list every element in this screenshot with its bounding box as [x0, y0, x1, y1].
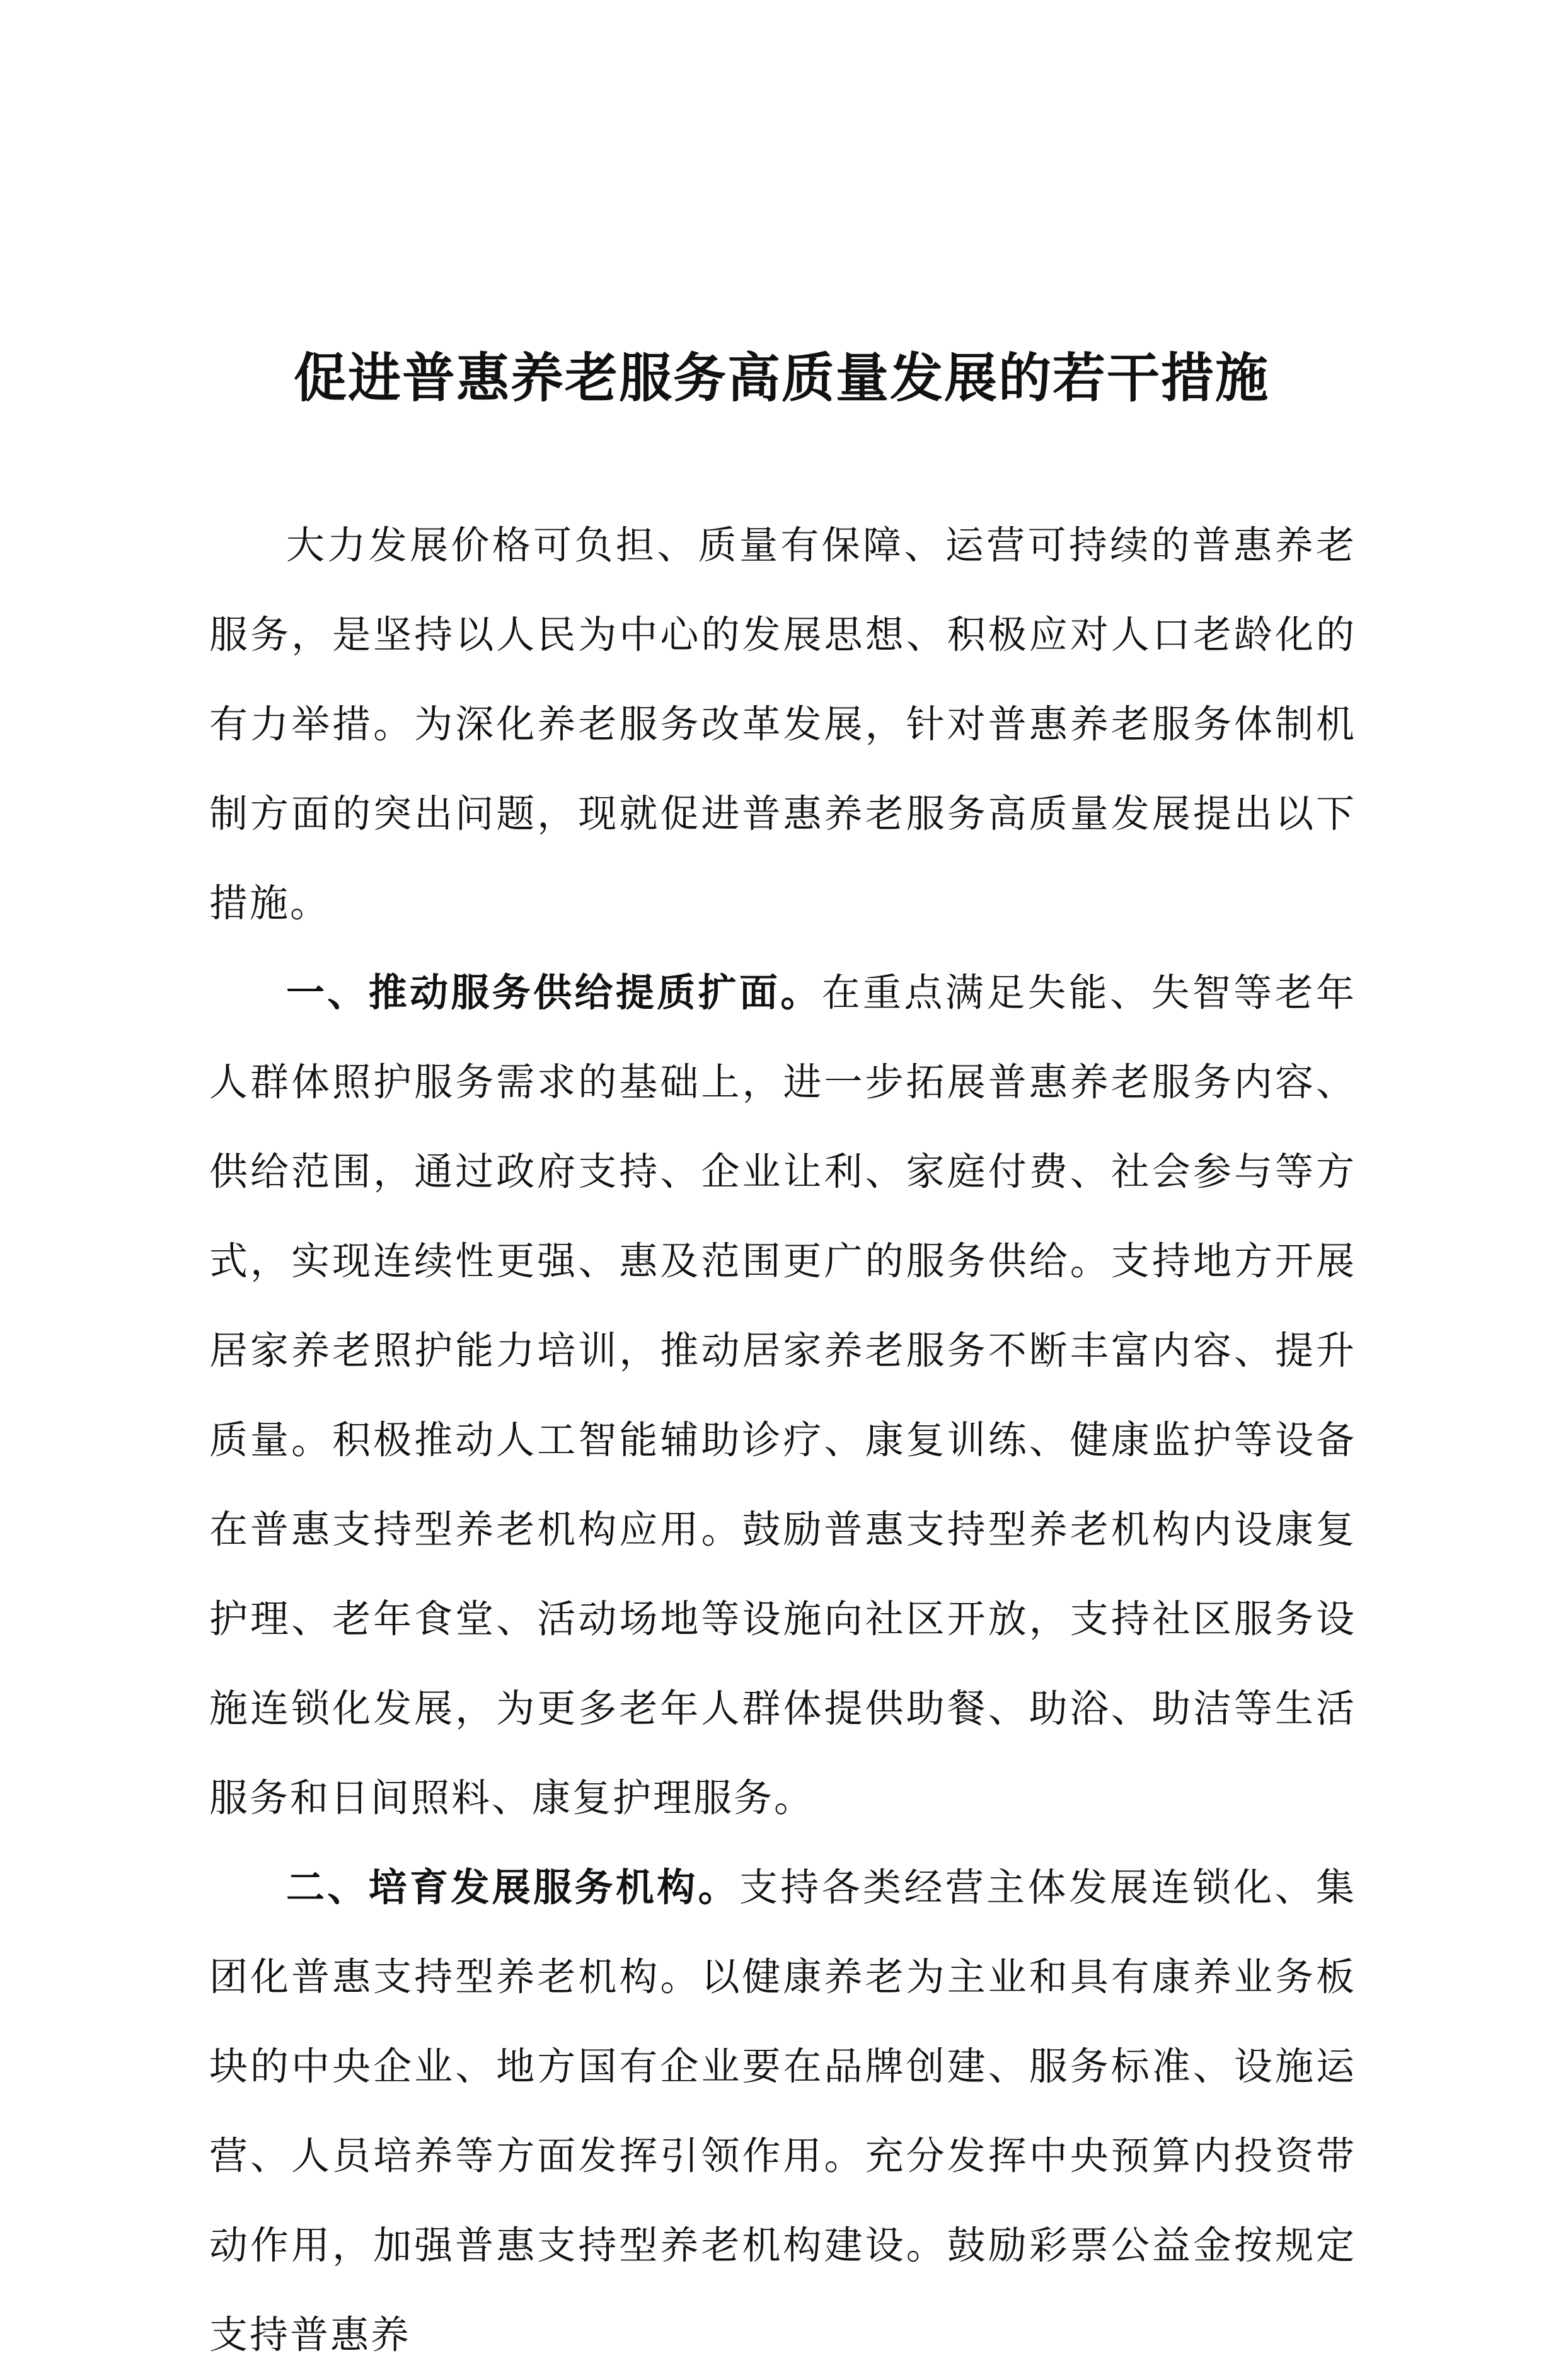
paragraph-section-2 — [209, 1843, 1356, 2380]
paragraph-text: 大力发展价格可负担、质量有保障、运营可持续的普惠养老服务，是坚持以人民为中心的发展思想、积极应对人口老龄化的有力举措。为深化养老服务改革发展，针对普惠养老服务体制机制方面的突出问题，现就促进普惠养老服务高质量发展提出以下措施。 — [209, 523, 1356, 926]
paragraph-intro — [209, 501, 1356, 948]
document-body — [209, 501, 1356, 2380]
paragraph-section-1 — [209, 948, 1356, 1843]
document-title: 促进普惠养老服务高质量发展的若干措施 — [293, 347, 1269, 409]
paragraph-text: 在重点满足失能、失智等老年人群体照护服务需求的基础上，进一步拓展普惠养老服务内容、供给范围，通过政府支持、企业让利、家庭付费、社会参与等方式，实现连续性更强、惠及范围更广的服务供给。支持地方开展居家养老照护能力培训，推动居家养老服务不断丰富内容、提升质量。积极推动人工智能辅助诊疗、康复训练、健康监护等设备在普惠支持型养老机构应用。鼓励普惠支持型养老机构内设康复护理、老年食堂、活动场地等设施向社区开放，支持社区服务设施连锁化发展，为更多老年人群体提供助餐、助浴、助洁等生活服务和日间照料、康复护理服务。 — [209, 970, 1356, 1820]
section-heading: 一、推动服务供给提质扩面。 — [286, 970, 822, 1015]
paragraph-text: 支持各类经营主体发展连锁化、集团化普惠支持型养老机构。以健康养老为主业和具有康养业务板块的中央企业、地方国有企业要在品牌创建、服务标准、设施运营、人员培养等方面发挥引领作用。充分发挥中央预算内投资带动作用，加强普惠支持型养老机构建设。鼓励彩票公益金按规定支持普惠养 — [209, 1865, 1356, 2357]
section-heading: 二、培育发展服务机构。 — [286, 1865, 739, 1910]
